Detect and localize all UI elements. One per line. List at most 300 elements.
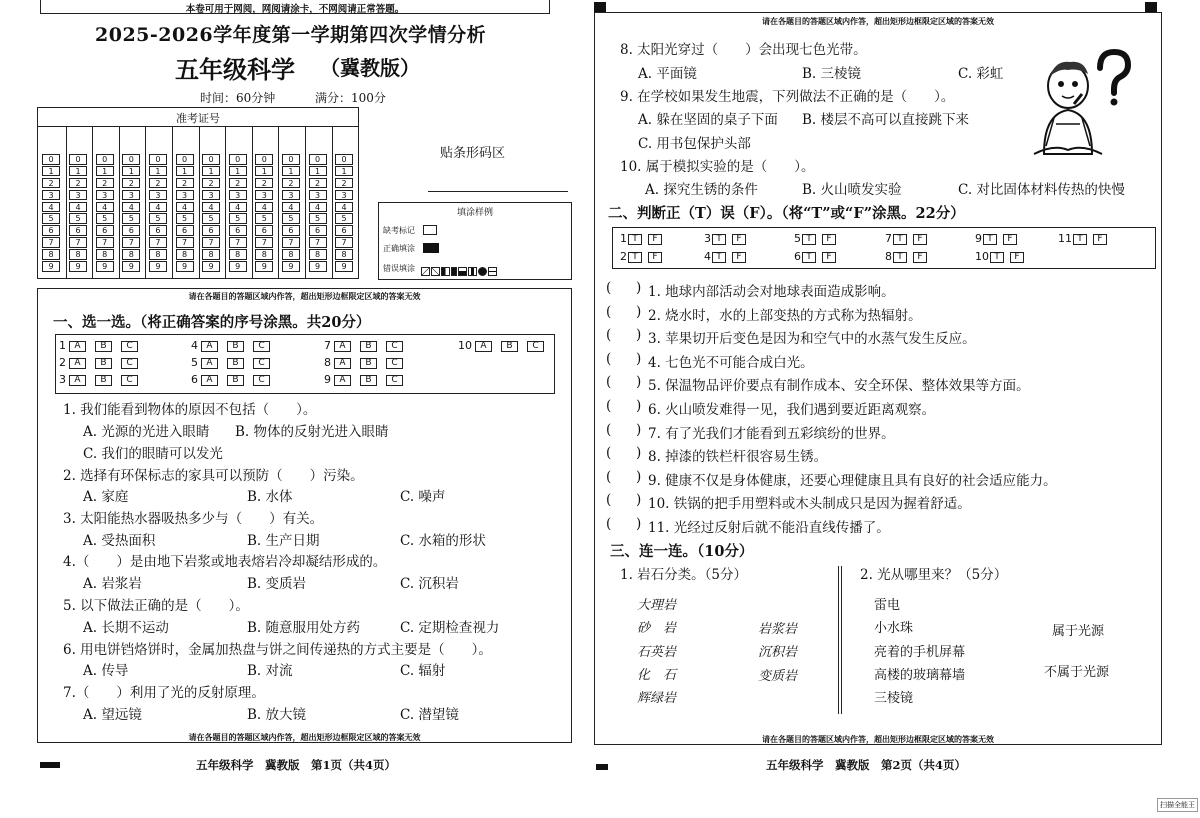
- corner-mark: [594, 2, 606, 12]
- admission-digit-column: [66, 126, 90, 278]
- admission-digit-bubble[interactable]: 8: [309, 249, 327, 260]
- choice-bubble[interactable]: C: [386, 375, 403, 386]
- tf-answer-item: [620, 250, 662, 263]
- scanner-tag-label: 扫描全能王: [1160, 801, 1195, 809]
- admission-digit-bubble[interactable]: 0: [335, 154, 353, 165]
- choice-bubble[interactable]: B: [227, 358, 244, 369]
- light-target[interactable]: 属于光源: [1052, 624, 1105, 639]
- match1-title: 1. 岩石分类。（5分）: [620, 567, 748, 583]
- rock-item[interactable]: 砂 岩: [637, 621, 677, 637]
- admission-digit-bubble[interactable]: 5: [255, 213, 273, 224]
- admission-digit-bubble[interactable]: 4: [96, 202, 114, 213]
- admission-digit-bubble[interactable]: 9: [255, 261, 273, 272]
- admission-digit-bubble[interactable]: 6: [229, 225, 247, 236]
- admission-digit-bubble[interactable]: 9: [202, 261, 220, 272]
- choice-answer-item: [191, 339, 270, 352]
- q1-option-b: B. 物体的反射光进入眼睛: [235, 424, 389, 440]
- barcode-area-label: 贴条形码区: [440, 146, 506, 161]
- admission-digit-bubble[interactable]: 2: [309, 178, 327, 189]
- tf-bubble[interactable]: F: [648, 234, 662, 245]
- q6-option-b: B. 对流: [247, 663, 293, 679]
- admission-digit-bubble[interactable]: 3: [149, 190, 167, 201]
- admission-digit-bubble[interactable]: 2: [122, 178, 140, 189]
- q5-option-b: B. 随意服用处方药: [247, 620, 361, 636]
- admission-digit-bubble[interactable]: 3: [335, 190, 353, 201]
- admission-digit-bubble[interactable]: 3: [255, 190, 273, 201]
- area-notice-bottom: 请在各题目的答题区域内作答，超出矩形边框限定区域的答案无效: [762, 735, 994, 744]
- fill-absent-box[interactable]: [423, 225, 437, 235]
- tf-bubble[interactable]: T: [802, 252, 816, 263]
- choice-bubble[interactable]: A: [475, 341, 492, 352]
- admission-digit-bubble[interactable]: 1: [229, 166, 247, 177]
- admission-digit-bubble[interactable]: 8: [42, 249, 60, 260]
- choice-bubble[interactable]: C: [386, 358, 403, 369]
- choice-bubble[interactable]: C: [253, 375, 270, 386]
- tf-bubble[interactable]: F: [648, 252, 662, 263]
- admission-digit-bubble[interactable]: 6: [309, 225, 327, 236]
- admission-digit-bubble[interactable]: 9: [69, 261, 87, 272]
- q10-option-a: A. 探究生锈的条件: [645, 182, 758, 198]
- tf-bubble[interactable]: F: [1093, 234, 1107, 245]
- answer-paren-open: (: [606, 303, 612, 320]
- admission-digit-bubble[interactable]: 0: [176, 154, 194, 165]
- q9-text: 9. 在学校如果发生地震，下列做法不正确的是（ ）。: [620, 89, 955, 105]
- judgement-9: 9. 健康不仅是身体健康，还要心理健康且具有良好的社会适应能力。: [648, 472, 1057, 489]
- tf-answer-item: [620, 232, 662, 245]
- answer-paren-close: ): [636, 421, 642, 438]
- question-number: 1: [59, 339, 66, 352]
- admission-digit-bubble[interactable]: 8: [335, 249, 353, 260]
- admission-digit-bubble[interactable]: 5: [96, 213, 114, 224]
- admission-digit-bubble[interactable]: 9: [96, 261, 114, 272]
- choice-bubble[interactable]: B: [227, 341, 244, 352]
- admission-digit-bubble[interactable]: 5: [202, 213, 220, 224]
- score-info: 满分：100分: [315, 91, 386, 105]
- tf-answer-item: [794, 232, 836, 245]
- admission-digit-bubble[interactable]: 8: [202, 249, 220, 260]
- exam-title: 2025-2026学年度第一学期第四次学情分析: [95, 24, 487, 46]
- admission-digit-bubble[interactable]: 5: [42, 213, 60, 224]
- q3-option-c: C. 水箱的形状: [400, 533, 486, 549]
- fill-sample-box: [378, 202, 572, 280]
- tf-answer-item: [885, 232, 927, 245]
- admission-digit-bubble[interactable]: 6: [202, 225, 220, 236]
- answer-paren-close: ): [636, 280, 642, 296]
- tf-bubble[interactable]: F: [1010, 252, 1024, 263]
- q6-option-a: A. 传导: [83, 663, 129, 679]
- choice-answer-item: [458, 339, 544, 352]
- admission-digit-bubble[interactable]: 6: [282, 225, 300, 236]
- admission-digit-bubble[interactable]: 4: [255, 202, 273, 213]
- tf-bubble[interactable]: T: [712, 234, 726, 245]
- tf-bubble[interactable]: F: [913, 252, 927, 263]
- answer-paren-close: ): [636, 445, 642, 462]
- page1-footer: 五年级科学 冀教版 第1页（共4页）: [196, 758, 397, 772]
- admission-digit-bubble[interactable]: 4: [149, 202, 167, 213]
- rock-item[interactable]: 石英岩: [637, 644, 677, 660]
- fill-sample-title: 填涂样例: [456, 208, 493, 218]
- choice-bubble[interactable]: A: [334, 375, 351, 386]
- tf-bubble[interactable]: F: [822, 234, 836, 245]
- admission-digit-bubble[interactable]: 8: [149, 249, 167, 260]
- answer-paren-open: (: [606, 445, 612, 462]
- area-notice-bottom: 请在各题目的答题区域内作答，超出矩形边框限定区域的答案无效: [188, 733, 421, 742]
- admission-digit-bubble[interactable]: 2: [335, 178, 353, 189]
- admission-digit-bubble[interactable]: 2: [255, 178, 273, 189]
- admission-digit-bubble[interactable]: 1: [309, 166, 327, 177]
- admission-digit-bubble[interactable]: 9: [42, 261, 60, 272]
- choice-answer-item: [59, 339, 138, 352]
- choice-answer-item: [324, 373, 403, 386]
- admission-digit-bubble[interactable]: 0: [202, 154, 220, 165]
- admission-digit-bubble[interactable]: 3: [122, 190, 140, 201]
- edition-label: （冀教版）: [320, 56, 420, 80]
- question-number: 10: [975, 250, 989, 263]
- admission-digit-column: [145, 126, 169, 278]
- choice-bubble[interactable]: A: [69, 358, 86, 369]
- choice-bubble[interactable]: B: [227, 375, 244, 386]
- admission-digit-bubble[interactable]: 1: [96, 166, 114, 177]
- question-number: 2: [620, 250, 627, 263]
- admission-digit-bubble[interactable]: 3: [229, 190, 247, 201]
- answer-paren-close: ): [636, 516, 642, 532]
- admission-digit-bubble[interactable]: 5: [149, 213, 167, 224]
- fill-wrong-label: 错误填涂: [383, 264, 415, 273]
- choice-answer-item: [324, 356, 403, 369]
- admission-digit-bubble[interactable]: 5: [282, 213, 300, 224]
- admission-digit-bubble[interactable]: 0: [255, 154, 273, 165]
- question-number: 3: [59, 373, 66, 386]
- choice-bubble[interactable]: B: [360, 375, 377, 386]
- choice-bubble[interactable]: B: [501, 341, 518, 352]
- admission-digit-bubble[interactable]: 8: [176, 249, 194, 260]
- question-number: 11: [1058, 232, 1072, 245]
- admission-digit-bubble[interactable]: 1: [335, 166, 353, 177]
- admission-digit-bubble[interactable]: 0: [96, 154, 114, 165]
- admission-digit-bubble[interactable]: 7: [282, 237, 300, 248]
- q3-option-b: B. 生产日期: [247, 533, 320, 549]
- q5-option-a: A. 长期不运动: [83, 620, 169, 636]
- admission-digit-column: [172, 126, 196, 278]
- admission-digit-bubble[interactable]: 1: [149, 166, 167, 177]
- light-item[interactable]: 雷电: [874, 598, 901, 613]
- answer-paren-open: (: [606, 421, 612, 438]
- admission-digit-bubble[interactable]: 1: [202, 166, 220, 177]
- admission-digit-bubble[interactable]: 6: [122, 225, 140, 236]
- admission-digit-bubble[interactable]: 9: [149, 261, 167, 272]
- admission-digit-bubble[interactable]: 4: [176, 202, 194, 213]
- judgement-8: 8. 掉漆的铁栏杆很容易生锈。: [648, 449, 828, 466]
- q2-option-a: A. 家庭: [83, 489, 129, 505]
- admission-digit-bubble[interactable]: 2: [149, 178, 167, 189]
- question-number: 7: [885, 232, 892, 245]
- fill-correct-box: [423, 243, 439, 253]
- q7-option-a: A. 望远镜: [83, 707, 142, 723]
- question-number: 9: [975, 232, 982, 245]
- choice-bubble[interactable]: A: [69, 341, 86, 352]
- admission-digit-bubble[interactable]: 9: [309, 261, 327, 272]
- admission-digit-column: [332, 126, 356, 278]
- question-number: 2: [59, 356, 66, 369]
- match2-title: 2. 光从哪里来？（5分）: [860, 567, 1008, 583]
- admission-digit-bubble[interactable]: 5: [176, 213, 194, 224]
- admission-digit-bubble[interactable]: 6: [255, 225, 273, 236]
- tf-bubble[interactable]: T: [712, 252, 726, 263]
- choice-bubble[interactable]: B: [95, 358, 112, 369]
- question-number: 3: [704, 232, 711, 245]
- admission-digit-bubble[interactable]: 4: [229, 202, 247, 213]
- rock-item[interactable]: 化 石: [637, 667, 677, 683]
- answer-paren-open: (: [606, 516, 612, 532]
- admission-digit-bubble[interactable]: 7: [176, 237, 194, 248]
- rock-item[interactable]: 大理岩: [637, 598, 677, 613]
- q3-text: 3. 太阳能热水器吸热多少与（ ）有关。: [63, 511, 324, 527]
- choice-bubble[interactable]: A: [334, 341, 351, 352]
- admission-digit-bubble[interactable]: 6: [335, 225, 353, 236]
- question-number: 5: [794, 232, 801, 245]
- q2-option-c: C. 噪声: [400, 489, 446, 505]
- admission-digit-bubble[interactable]: 6: [149, 225, 167, 236]
- admission-digit-bubble[interactable]: 8: [96, 249, 114, 260]
- q7-option-c: C. 潜望镜: [400, 707, 459, 723]
- admission-digit-bubble[interactable]: 6: [176, 225, 194, 236]
- choice-bubble[interactable]: C: [121, 341, 138, 352]
- rock-category[interactable]: 沉积岩: [758, 645, 798, 661]
- admission-digit-bubble[interactable]: 7: [96, 237, 114, 248]
- tf-bubble[interactable]: F: [913, 234, 927, 245]
- judgement-10: 10. 铁锅的把手用塑料或木头制成只是因为握着舒适。: [648, 496, 971, 513]
- admission-digit-bubble[interactable]: 7: [255, 237, 273, 248]
- answer-paren-open: (: [606, 327, 612, 344]
- admission-digit-bubble[interactable]: 4: [42, 202, 60, 213]
- judgement-2: 2. 烧水时，水的上部变热的方式称为热辐射。: [648, 307, 922, 324]
- area-notice-top: 请在各题目的答题区域内作答，超出矩形边框限定区域的答案无效: [762, 17, 994, 26]
- barcode-signature-line: [428, 191, 568, 192]
- admission-digit-column: [119, 126, 143, 278]
- admission-digit-bubble[interactable]: 5: [229, 213, 247, 224]
- question-number: 8: [324, 356, 331, 369]
- choice-answer-item: [59, 373, 138, 386]
- question-number: 9: [324, 373, 331, 386]
- choice-bubble[interactable]: A: [201, 375, 218, 386]
- admission-digit-bubble[interactable]: 8: [69, 249, 87, 260]
- judgement-4: 4. 七色光不可能合成白光。: [648, 354, 814, 371]
- admission-digit-column: [199, 126, 223, 278]
- admission-digit-bubble[interactable]: 4: [309, 202, 327, 213]
- time-info: 时间：60分钟: [200, 91, 276, 105]
- admission-digit-bubble[interactable]: 9: [335, 261, 353, 272]
- rock-category[interactable]: 变质岩: [758, 668, 798, 684]
- admission-digit-bubble[interactable]: 7: [42, 237, 60, 248]
- corner-mark: [40, 762, 60, 768]
- choice-bubble[interactable]: C: [121, 358, 138, 369]
- admission-digit-bubble[interactable]: 1: [42, 166, 60, 177]
- choice-bubble[interactable]: A: [201, 358, 218, 369]
- admission-digit-bubble[interactable]: 9: [282, 261, 300, 272]
- tf-bubble[interactable]: T: [802, 234, 816, 245]
- admission-digit-bubble[interactable]: 7: [149, 237, 167, 248]
- question-number: 8: [885, 250, 892, 263]
- admission-digit-bubble[interactable]: 3: [202, 190, 220, 201]
- choice-bubble[interactable]: A: [69, 375, 86, 386]
- q6-text: 6. 用电饼铛烙饼时，金属加热盘与饼之间传递热的方式主要是（ ）。: [63, 642, 492, 658]
- choice-bubble[interactable]: A: [201, 341, 218, 352]
- admission-digit-bubble[interactable]: 7: [335, 237, 353, 248]
- admission-digit-bubble[interactable]: 2: [202, 178, 220, 189]
- admission-digit-bubble[interactable]: 2: [282, 178, 300, 189]
- choice-bubble[interactable]: C: [121, 375, 138, 386]
- choice-bubble[interactable]: C: [527, 341, 544, 352]
- tf-bubble[interactable]: F: [822, 252, 836, 263]
- choice-bubble[interactable]: B: [360, 341, 377, 352]
- question-number: 7: [324, 339, 331, 352]
- admission-digit-bubble[interactable]: 4: [122, 202, 140, 213]
- admission-digit-column: [225, 126, 249, 278]
- admission-digit-bubble[interactable]: 0: [229, 154, 247, 165]
- admission-digit-bubble[interactable]: 7: [202, 237, 220, 248]
- q8-option-c: C. 彩虹: [958, 66, 1004, 82]
- admission-digit-bubble[interactable]: 1: [176, 166, 194, 177]
- tf-bubble[interactable]: T: [983, 234, 997, 245]
- admission-digit-bubble[interactable]: 0: [122, 154, 140, 165]
- q6-option-c: C. 辐射: [400, 663, 446, 679]
- admission-digit-bubble[interactable]: 7: [309, 237, 327, 248]
- choice-answer-item: [324, 339, 403, 352]
- answer-paren-open: (: [606, 280, 612, 296]
- admission-digit-bubble[interactable]: 7: [69, 237, 87, 248]
- admission-digit-bubble[interactable]: 8: [282, 249, 300, 260]
- admission-digit-bubble[interactable]: 8: [122, 249, 140, 260]
- question-number: 5: [191, 356, 198, 369]
- subject-title: 五年级科学: [175, 55, 295, 84]
- judgement-6: 6. 火山喷发难得一见，我们遇到要近距离观察。: [648, 402, 936, 418]
- admission-digit-bubble[interactable]: 1: [69, 166, 87, 177]
- q8-text: 8. 太阳光穿过（ ）会出现七色光带。: [620, 42, 867, 58]
- admission-digit-bubble[interactable]: 4: [69, 202, 87, 213]
- fill-absent-label: 缺考标记: [383, 226, 415, 235]
- admission-digit-bubble[interactable]: 5: [69, 213, 87, 224]
- admission-digit-bubble[interactable]: 7: [122, 237, 140, 248]
- admission-digit-bubble[interactable]: 2: [96, 178, 114, 189]
- admission-digit-bubble[interactable]: 0: [149, 154, 167, 165]
- light-target[interactable]: 不属于光源: [1044, 665, 1110, 680]
- choice-answer-item: [191, 373, 270, 386]
- admission-digit-bubble[interactable]: 4: [335, 202, 353, 213]
- admission-digit-bubble[interactable]: 6: [69, 225, 87, 236]
- rock-item[interactable]: 辉绿岩: [637, 691, 677, 707]
- tf-answer-item: [704, 250, 746, 263]
- choice-bubble[interactable]: B: [95, 341, 112, 352]
- q9-option-c: C. 用书包保护头部: [638, 136, 751, 152]
- admission-digit-bubble[interactable]: 2: [229, 178, 247, 189]
- exam-page-1: [0, 0, 590, 818]
- rock-category[interactable]: 岩浆岩: [758, 622, 798, 637]
- fill-wrong-samples: [421, 261, 498, 280]
- admission-digit-bubble[interactable]: 3: [176, 190, 194, 201]
- admission-digit-bubble[interactable]: 4: [202, 202, 220, 213]
- answer-paren-close: ): [636, 327, 642, 344]
- admission-digit-bubble[interactable]: 6: [96, 225, 114, 236]
- admission-digit-bubble[interactable]: 1: [255, 166, 273, 177]
- tf-bubble[interactable]: F: [732, 252, 746, 263]
- admission-digit-column: [39, 126, 63, 278]
- choice-bubble[interactable]: B: [360, 358, 377, 369]
- judgement-7: 7. 有了光我们才能看到五彩缤纷的世界。: [648, 425, 895, 442]
- admission-digit-bubble[interactable]: 5: [335, 213, 353, 224]
- q2-option-b: B. 水体: [247, 489, 293, 505]
- admission-digit-bubble[interactable]: 0: [69, 154, 87, 165]
- q4-option-a: A. 岩浆岩: [83, 576, 142, 592]
- admission-digit-bubble[interactable]: 3: [309, 190, 327, 201]
- answer-paren-close: ): [636, 350, 642, 367]
- tf-bubble[interactable]: F: [1003, 234, 1017, 245]
- admission-digit-bubble[interactable]: 0: [42, 154, 60, 165]
- q9-option-b: B. 楼层不高可以直接跳下来: [802, 112, 970, 128]
- tf-answer-item: [885, 250, 927, 263]
- admission-digit-bubble[interactable]: 1: [282, 166, 300, 177]
- q4-option-b: B. 变质岩: [247, 576, 307, 592]
- admission-digit-bubble[interactable]: 8: [255, 249, 273, 260]
- choice-bubble[interactable]: C: [386, 341, 403, 352]
- tf-bubble[interactable]: T: [628, 252, 642, 263]
- tf-bubble[interactable]: T: [990, 252, 1004, 263]
- judgement-3: 3. 苹果切开后变色是因为和空气中的水蒸气发生反应。: [648, 331, 976, 348]
- admission-digit-bubble[interactable]: 0: [282, 154, 300, 165]
- tf-bubble[interactable]: T: [893, 234, 907, 245]
- tf-bubble[interactable]: T: [1073, 234, 1087, 245]
- light-item[interactable]: 小水珠: [874, 621, 914, 637]
- admission-digit-bubble[interactable]: 1: [122, 166, 140, 177]
- light-item[interactable]: 亮着的手机屏幕: [874, 644, 966, 660]
- admission-digit-bubble[interactable]: 7: [229, 237, 247, 248]
- choice-bubble[interactable]: C: [253, 358, 270, 369]
- admission-digit-bubble[interactable]: 4: [282, 202, 300, 213]
- admission-digit-bubble[interactable]: 0: [309, 154, 327, 165]
- section2-title: 二、判断正（T）误（F）。（将“T”或“F”涂黑。22分）: [608, 205, 965, 222]
- choice-bubble[interactable]: C: [253, 341, 270, 352]
- choice-bubble[interactable]: B: [95, 375, 112, 386]
- admission-digit-bubble[interactable]: 5: [309, 213, 327, 224]
- tf-bubble[interactable]: T: [628, 234, 642, 245]
- q1-option-a: A. 光源的光进入眼睛: [83, 424, 210, 440]
- q10-text: 10. 属于模拟实验的是（ ）。: [620, 159, 815, 175]
- admission-digit-bubble[interactable]: 9: [176, 261, 194, 272]
- admission-digit-bubble[interactable]: 2: [69, 178, 87, 189]
- admission-digit-bubble[interactable]: 9: [229, 261, 247, 272]
- admission-digit-bubble[interactable]: 2: [176, 178, 194, 189]
- choice-bubble[interactable]: A: [334, 358, 351, 369]
- light-item[interactable]: 三棱镜: [874, 691, 914, 707]
- light-item[interactable]: 高楼的玻璃幕墙: [874, 667, 966, 683]
- admission-digit-bubble[interactable]: 3: [96, 190, 114, 201]
- q10-option-b: B. 火山喷发实验: [802, 182, 902, 198]
- admission-digit-bubble[interactable]: 2: [42, 178, 60, 189]
- tf-answer-item: [794, 250, 836, 263]
- tf-bubble[interactable]: T: [893, 252, 907, 263]
- q2-text: 2. 选择有环保标志的家具可以预防（ ）污染。: [63, 468, 364, 484]
- q8-option-b: B. 三棱镜: [802, 66, 862, 82]
- admission-digit-bubble[interactable]: 3: [69, 190, 87, 201]
- admission-digit-bubble[interactable]: 5: [122, 213, 140, 224]
- admission-digit-bubble[interactable]: 3: [42, 190, 60, 201]
- admission-digit-bubble[interactable]: 3: [282, 190, 300, 201]
- tf-bubble[interactable]: F: [732, 234, 746, 245]
- admission-digit-bubble[interactable]: 9: [122, 261, 140, 272]
- admission-digit-bubble[interactable]: 8: [229, 249, 247, 260]
- admission-digit-bubble[interactable]: 6: [42, 225, 60, 236]
- question-number: 1: [620, 232, 627, 245]
- section3-title: 三、连一连。（10分）: [610, 543, 754, 560]
